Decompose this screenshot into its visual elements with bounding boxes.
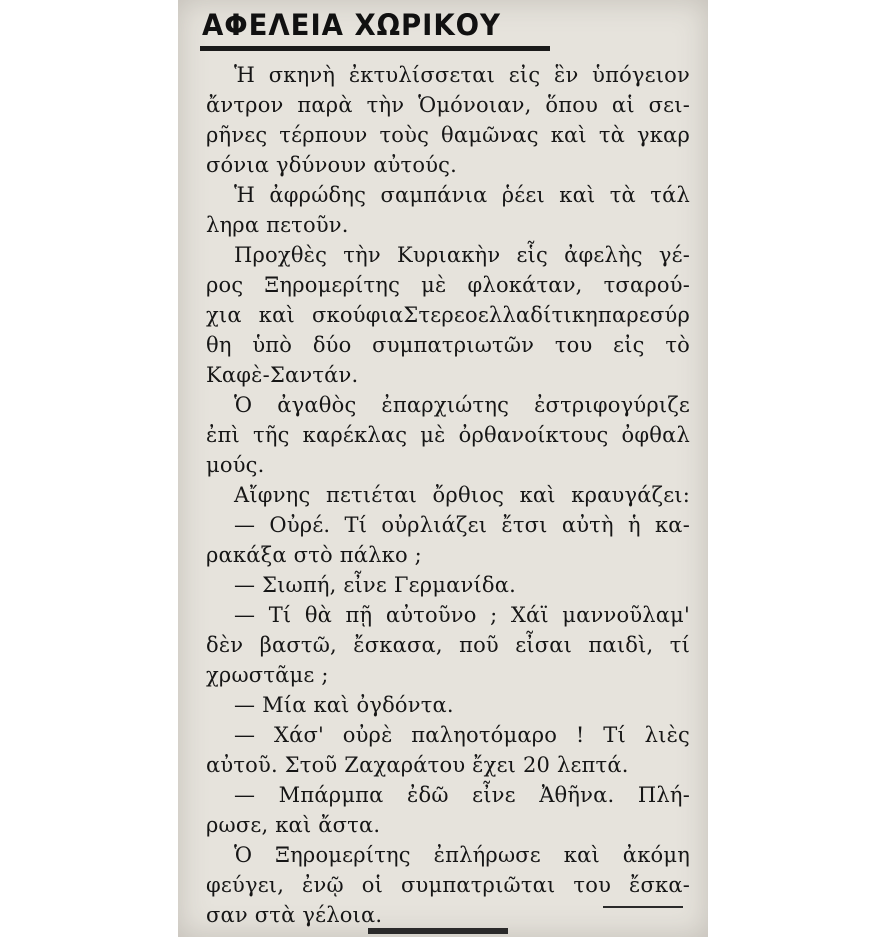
text-line-9: χια καὶ σκούφιαΣτερεοελλαδίτικηπαρεσύρ [206,303,690,327]
text-line-20: δὲν βαστῶ, ἔσκασα, ποῦ εἶσαι παιδὶ, τί [206,633,690,657]
text-line-23: — Χάσ' οὐρὲ παληοτόμαρο ! Τί λιὲς [234,723,690,747]
end-rule [603,906,683,908]
text-line-10: θη ὑπὸ δύο συμπατριωτῶν του εἰς τὸ [206,333,690,357]
text-line-13: ἐπὶ τῆς καρέκλας μὲ ὀρθανοίκτους ὀφθαλ [206,423,690,447]
text-line-22: — Μία καὶ ὀγδόντα. [234,693,454,717]
text-line-1: Ἡ σκηνὴ ἐκτυλίσσεται εἰς ἓν ὑπόγειον [234,63,690,87]
text-line-24: αὐτοῦ. Στοῦ Ζαχαράτου ἔχει 20 λεπτά. [206,753,629,777]
text-line-15: Αἴφνης πετιέται ὄρθιος καὶ κραυγάζει: [234,483,690,507]
text-line-17: ρακάξα στὸ πάλκο ; [206,543,422,567]
text-line-12: Ὁ ἀγαθὸς ἐπαρχιώτης ἐστριφογύριζε [234,393,690,417]
text-line-3: ρῆνες τέρπουν τοὺς θαμῶνας καὶ τὰ γκαρ [206,123,690,147]
text-line-6: ληρα πετοῦν. [206,213,349,237]
text-line-11: Καφὲ-Σαντάν. [206,363,359,387]
text-line-26: ρωσε, καὶ ἄστα. [206,813,381,837]
bottom-edge-mark [368,928,508,934]
text-line-7: Προχθὲς τὴν Κυριακὴν εἷς ἀφελὴς γέ- [234,243,690,267]
text-line-4: σόνια γδύνουν αὐτούς. [206,153,458,177]
text-line-2: ἄντρον παρὰ τὴν Ὁμόνοιαν, ὅπου αἱ σει- [206,93,690,117]
article-title: ΑΦΕΛΕΙΑ ΧΩΡΙΚΟΥ [202,8,501,42]
text-line-18: — Σιωπή, εἶνε Γερμανίδα. [234,573,516,597]
text-line-25: — Μπάρμπα ἐδῶ εἶνε Ἀθῆνα. Πλή- [234,783,690,807]
text-line-16: — Οὐρέ. Τί οὐρλιάζει ἔτσι αὐτὴ ἡ κα- [234,513,690,537]
text-line-5: Ἡ ἀφρώδης σαμπάνια ῥέει καὶ τὰ τάλ [234,183,690,207]
text-line-14: μούς. [206,453,265,477]
text-line-21: χρωστᾶμε ; [206,663,329,687]
title-underline [200,46,550,51]
text-line-28: φεύγει, ἐνῷ οἱ συμπατριῶται του ἔσκα- [206,873,690,897]
text-line-8: ρος Ξηρομερίτης μὲ φλοκάταν, τσαρού- [206,273,690,297]
newspaper-clipping [178,0,708,937]
text-line-19: — Τί θὰ πῇ αὐτοῦνο ; Χάϊ μαννοῦλαμ' [234,603,690,627]
text-line-27: Ὁ Ξηρομερίτης ἐπλήρωσε καὶ ἀκόμη [234,843,690,867]
text-line-29: σαν στὰ γέλοια. [206,903,383,927]
